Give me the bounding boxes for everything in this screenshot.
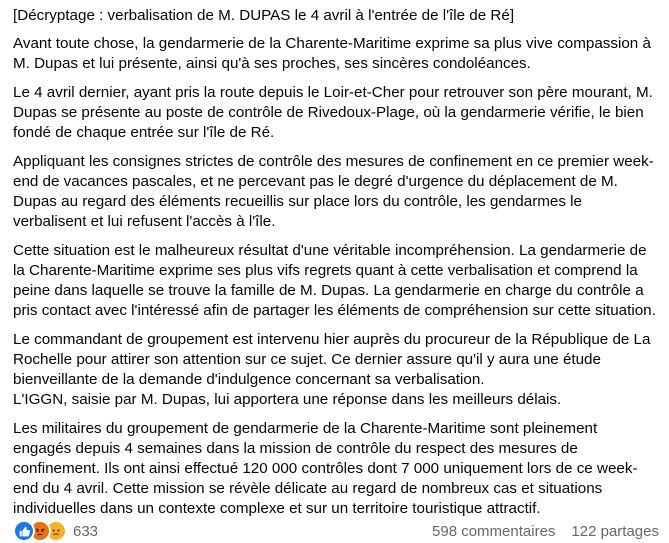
paragraph-facts: Le 4 avril dernier, ayant pris la route depuis le Loir-et-Cher pour retrouver son père mourant, M. Dupas se présente au poste de contrôle de Rivedoux-Plage, où la gendarmerie vérifie, le bien fondé de chaque entrée sur l'île de Ré. — [13, 84, 653, 141]
paragraph-iggn: L'IGGN, saisie par M. Dupas, lui apportera une réponse dans les meilleurs délais. — [13, 391, 562, 408]
reaction-count: 633 — [73, 522, 99, 540]
post-body — [13, 6, 657, 519]
paragraph-commander: Le commandant de groupement est intervenu hier auprès du procureur de la République de La Rochelle pour attirer son attention sur ce sujet. Ce dernier assure qu'il y aura une étude bienveillante de la demande d'indulgence concernant sa verbalisation. — [13, 331, 651, 388]
paragraph-control: Appliquant les consignes strictes de contrôle des mesures de confinement en ce premier week-end de vacances pascales, et ne percevant pas le degré d'urgence du déplacement de M. Dupas au regard des éléments recueillis sur place lors du contrôle, les gendarmes le verbalisent et lui refusent l'accès à l'île. — [13, 153, 654, 230]
paragraph-condolences: Avant toute chose, la gendarmerie de la Charente-Maritime exprime sa plus vive compassion à M. Dupas et lui présente, ainsi qu'à ses proches, ses sincères condoléances. — [13, 35, 651, 72]
comments-link[interactable]: 598 commentaires — [432, 522, 556, 540]
paragraph-regrets: Cette situation est le malheureux résultat d'une véritable incompréhension. La gendarmerie de la Charente-Maritime exprime ses plus vifs regrets quant à cette verbalisation et comprend la peine dans laquelle se trouve la famille de M. Dupas. La gendarmerie en charge du contrôle a pris contact avec l'intéressé afin de partager les éléments de compréhension sur cette situation. — [13, 242, 656, 319]
reactions-summary[interactable] — [13, 520, 98, 542]
post-footer — [13, 520, 659, 542]
like-icon — [13, 520, 35, 542]
post-title: [Décryptage : verbalisation de M. DUPAS le 4 avril à l'entrée de l'île de Ré] — [13, 7, 515, 24]
paragraph-mission: Les militaires du groupement de gendarmerie de la Charente-Maritime sont pleinement engagés depuis 4 semaines dans la mission de contrôle du respect des mesures de confinement. Ils ont ainsi effectué 120 000 contrôles dont 7 000 uniquement lors de ce week-end du 4 avril. Cette mission se révèle délicate au regard de nombreux cas et situations individuelles dans un contexte complexe et sur un territoire touristique attractif. — [13, 420, 638, 517]
engagement-stats — [432, 523, 659, 540]
shares-link[interactable]: 122 partages — [571, 522, 659, 540]
